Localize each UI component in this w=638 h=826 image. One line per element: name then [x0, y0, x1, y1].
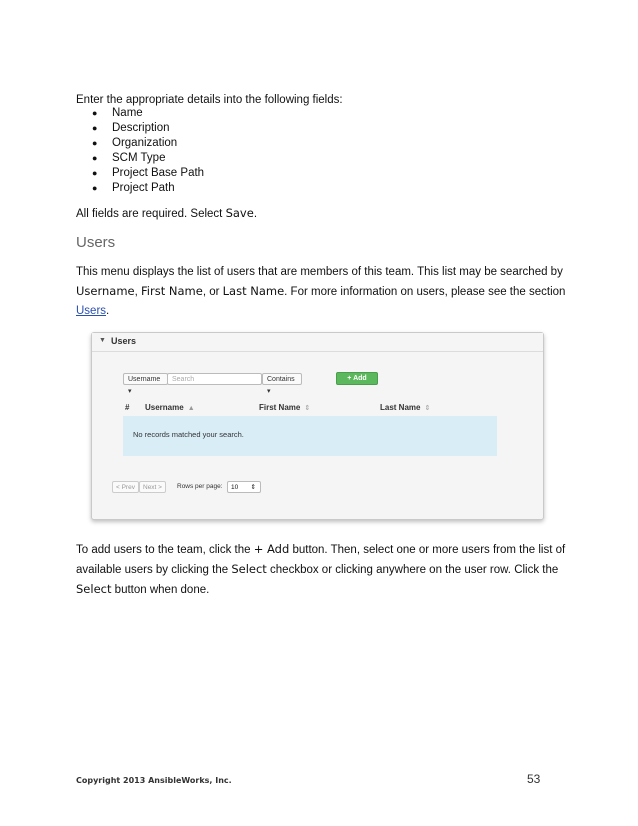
list-item: ● Project Base Path — [92, 166, 204, 181]
users-table-area — [109, 361, 499, 465]
save-term: Save — [225, 206, 254, 220]
intro-text: Enter the appropriate details into the following fields: — [76, 94, 343, 106]
field-list — [92, 106, 204, 196]
caret-down-icon: ▼ — [99, 337, 106, 344]
stepper-icon: ⇕ — [250, 484, 256, 491]
add-term: + Add — [253, 542, 290, 556]
text: . For more information on users, please see the section — [284, 286, 566, 298]
text: To add users to the team, click the — [76, 544, 254, 556]
prev-page-button[interactable]: < Prev — [112, 481, 139, 493]
sort-icon: ⇕ — [424, 405, 431, 412]
list-item: ● Organization — [92, 136, 204, 151]
match-type-select[interactable]: Contains ▾ — [262, 373, 302, 385]
select-term: Select — [231, 562, 267, 576]
header-label: Username — [145, 403, 184, 412]
panel-header[interactable] — [92, 333, 543, 352]
users-link[interactable]: Users — [76, 305, 107, 317]
text: This menu displays the list of users that are members of this team. This list may be searched by — [76, 266, 563, 278]
required-text: All fields are required. Select — [76, 208, 226, 220]
select-term: Select — [76, 582, 112, 596]
text: , or — [202, 286, 223, 298]
list-item: ● Name — [92, 106, 204, 121]
add-users-paragraph — [76, 540, 566, 600]
users-paragraph — [76, 263, 566, 321]
list-item: ● SCM Type — [92, 151, 204, 166]
header-label: Last Name — [380, 403, 421, 412]
select-value: 10 — [231, 484, 239, 491]
page-number: 53 — [527, 772, 541, 786]
empty-message: No records matched your search. — [133, 430, 244, 439]
add-button[interactable]: + Add — [336, 372, 378, 385]
section-heading: Users — [76, 234, 116, 251]
users-screenshot — [91, 332, 544, 520]
list-item: ● Project Path — [92, 181, 204, 196]
sort-icon: ⇕ — [304, 405, 311, 412]
header-label: First Name — [259, 403, 301, 412]
next-page-button[interactable]: Next > — [139, 481, 166, 493]
rows-per-page-label: Rows per page: — [177, 483, 223, 490]
column-header-first-name[interactable] — [259, 403, 310, 412]
username-term: Username — [76, 284, 135, 298]
empty-results-row — [123, 416, 497, 456]
column-header-username[interactable] — [145, 403, 195, 412]
text: , — [134, 286, 142, 298]
footer-copyright: Copyright 2013 AnsibleWorks, Inc. — [76, 776, 232, 785]
text: checkbox or clicking anywhere on the user row. Click the — [266, 564, 559, 576]
column-header-number: # — [125, 403, 130, 412]
select-label: Contains — [267, 376, 295, 383]
panel-title: Users — [111, 336, 137, 346]
search-field-select[interactable]: Username ▾ — [123, 373, 168, 385]
text: . — [106, 305, 110, 317]
text: button when done. — [111, 584, 210, 596]
rows-per-page-select[interactable] — [227, 481, 261, 493]
search-input[interactable]: Search — [167, 373, 262, 385]
text: button. Then, select one or more users from the list of available users by clicking the — [76, 544, 566, 576]
last-name-term: Last Name — [222, 284, 285, 298]
first-name-term: First Name — [141, 284, 203, 298]
list-item: ● Description — [92, 121, 204, 136]
select-label: Username — [128, 376, 161, 383]
column-header-last-name[interactable] — [380, 403, 430, 412]
required-note: All fields are required. Select Save. — [76, 206, 258, 220]
sort-up-icon: ▲ — [187, 405, 195, 412]
